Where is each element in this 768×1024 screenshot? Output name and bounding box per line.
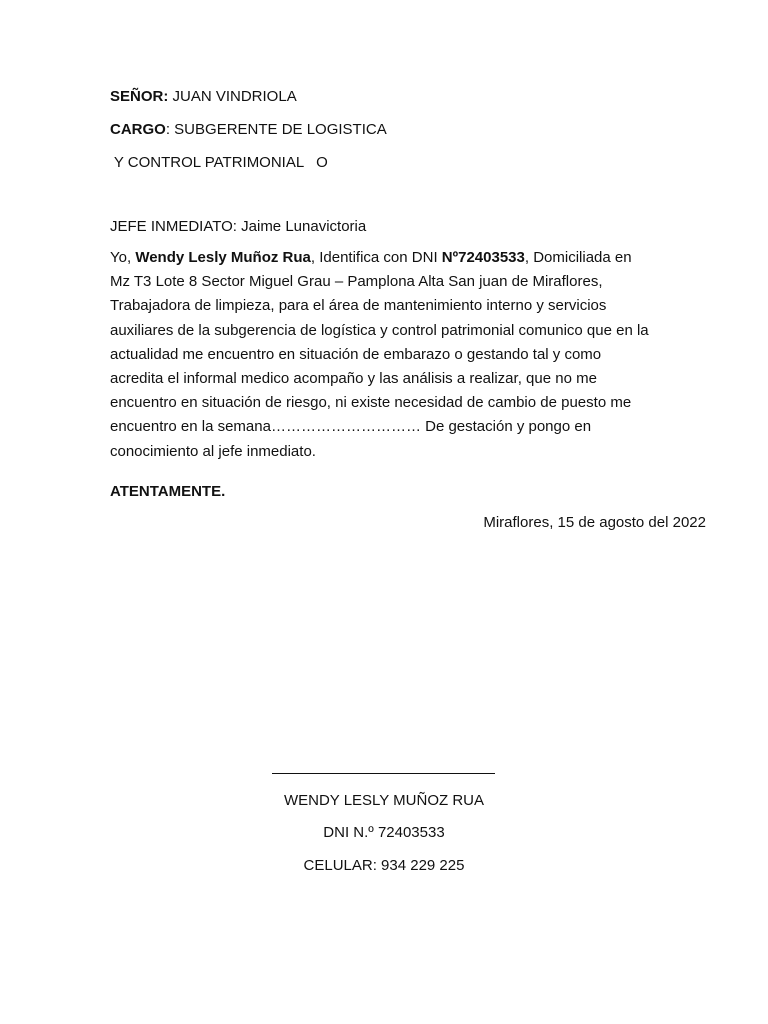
position-label: CARGO — [110, 121, 166, 138]
supervisor-name: Jaime Lunavictoria — [241, 218, 367, 235]
addressee-name: JUAN VINDRIOLA — [168, 88, 297, 105]
sender-name: Wendy Lesly Muñoz Rua — [135, 249, 311, 266]
signature-name: WENDY LESLY MUÑOZ RUA — [283, 792, 485, 809]
position-value: : SUBGERENTE DE LOGISTICA — [165, 121, 387, 138]
position-continuation: Y CONTROL PATRIMONIAL O — [110, 154, 328, 171]
signature-dni: DNI N.º 72403533 — [323, 824, 445, 841]
letter-body — [110, 246, 655, 464]
body-id-text: , Identifica con DNI — [310, 249, 442, 266]
signature-phone: CELULAR: 934 229 225 — [303, 857, 465, 874]
supervisor-label: JEFE INMEDIATO: — [110, 218, 242, 235]
supervisor-line — [110, 218, 366, 236]
letter-date: Miraflores, 15 de agosto del 2022 — [483, 514, 706, 531]
closing-salutation: ATENTAMENTE. — [110, 483, 226, 500]
body-intro: Yo, — [110, 249, 136, 266]
position-line — [110, 121, 387, 139]
body-main-text: , Domiciliada en Mz T3 Lote 8 Sector Miguel Grau – Pamplona Alta San juan de Miraflores, Trabajadora de limpieza, para el área de mantenimiento interno y servicios auxiliares de la subgerencia de logística y control patrimonial comunico que en la actualidad me encuentro en situación de embarazo o gestando tal y como acredita el informal medico acompaño y las análisis a realizar, que no me encuentro en situación de riesgo, ni existe necesidad de cambio de puesto me encuentro en la semana………………………… De gestación y pongo en conocimiento al jefe inmediato. — [110, 249, 649, 460]
addressee-label: SEÑOR: — [110, 88, 169, 105]
signature-line — [272, 773, 495, 774]
addressee-line — [110, 88, 297, 106]
sender-dni: Nº72403533 — [441, 249, 525, 266]
